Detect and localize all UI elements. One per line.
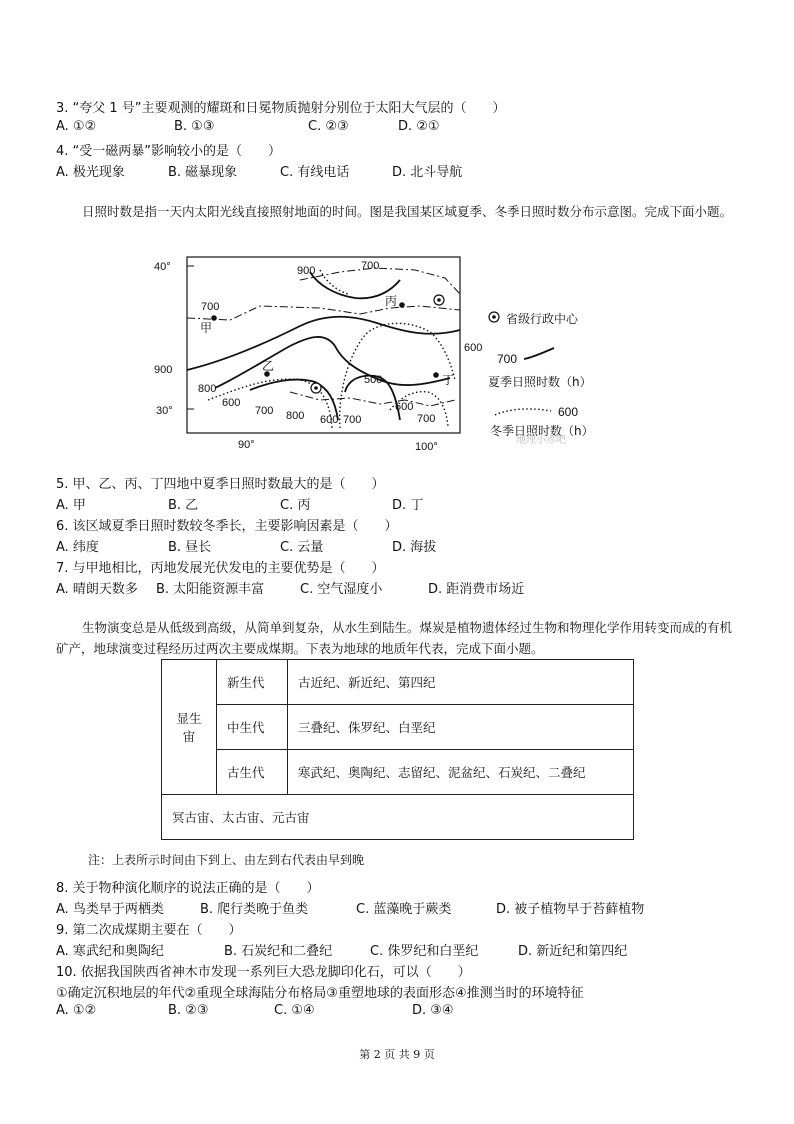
q7-stem: 7. 与甲地相比，丙地发展光伏发电的主要优势是（ ） <box>56 561 385 576</box>
q9-stem: 9. 第二次成煤期主要在（ ） <box>56 923 242 938</box>
summer-isoline-800 <box>215 337 450 388</box>
q3-stem: 3. “夸父 1 号”主要观测的耀斑和日冕物质抛射分别位于太阳大气层的（ ） <box>56 101 506 116</box>
q5-options <box>56 494 696 512</box>
place-label-ding: 丁 <box>442 373 455 387</box>
q6-option-b: B. 昼长 <box>168 540 212 555</box>
contour-label: 700 <box>201 301 220 313</box>
place-label-jia: 甲 <box>200 321 213 335</box>
q7-option-d: D. 距消费市场近 <box>428 582 525 597</box>
legend-winter-value: 600 <box>558 405 579 419</box>
periods-cell: 三叠纪、侏罗纪、白垩纪 <box>288 705 634 750</box>
contour-label: 600 <box>395 401 414 413</box>
contour-label: 600 <box>320 414 339 426</box>
q4-options <box>56 161 696 179</box>
page-footer: 第 2 页 共 9 页 <box>359 1048 435 1061</box>
q9-option-c: C. 侏罗纪和白垩纪 <box>370 944 479 959</box>
q8-options <box>56 898 696 916</box>
winter-line-legend-icon <box>493 403 555 419</box>
q10-option-d: D. ③④ <box>412 1003 454 1018</box>
contour-label: 700 <box>361 260 380 272</box>
eon-cell: 显生宙 <box>162 660 217 795</box>
table-row <box>162 795 634 840</box>
point-ding-dot <box>433 372 439 378</box>
q5-option-a: A. 甲 <box>56 498 86 513</box>
lat-label-40: 40° <box>154 261 171 273</box>
table-row <box>162 660 634 705</box>
q4-option-d: D. 北斗导航 <box>392 165 463 180</box>
q4-option-c: C. 有线电话 <box>280 165 350 180</box>
contour-label: 500 <box>364 374 383 386</box>
contour-label: 600 <box>464 342 483 354</box>
summer-line-legend-icon <box>522 345 558 363</box>
lat-label-30: 30° <box>156 405 173 417</box>
lon-label-100: 100° <box>415 441 438 453</box>
q7-options <box>56 578 696 596</box>
q3-option-d: D. ②① <box>398 119 440 134</box>
era-cell: 新生代 <box>217 660 288 705</box>
q4-stem: 4. “受一磁两暴”影响较小的是（ ） <box>56 144 282 159</box>
precambrian-cell: 冥古宙、太古宙、元古宙 <box>162 795 634 840</box>
q10-option-b: B. ②③ <box>168 1003 209 1018</box>
q10-option-c: C. ①④ <box>274 1003 315 1018</box>
lon-label-90: 90° <box>238 439 255 451</box>
capital-dot-2 <box>314 386 318 390</box>
q9-option-d: D. 新近纪和第四纪 <box>518 944 628 959</box>
q6-stem: 6. 该区域夏季日照时数较冬季长，主要影响因素是（ ） <box>56 519 398 534</box>
legend-summer-label: 夏季日照时数（h） <box>488 375 592 389</box>
q9-option-a: A. 寒武纪和奥陶纪 <box>56 944 164 959</box>
contour-label: 700 <box>343 414 362 426</box>
capital-legend-icon <box>486 309 502 325</box>
q6-option-c: C. 云量 <box>280 540 324 555</box>
q6-options <box>56 536 696 554</box>
boundary-north <box>300 268 460 294</box>
q8-option-d: D. 被子植物早于苔藓植物 <box>496 902 645 917</box>
q3-options <box>56 119 696 137</box>
q5-option-c: C. 丙 <box>280 498 311 513</box>
q10-options <box>56 1003 696 1021</box>
lat-label-900: 900 <box>154 364 173 376</box>
q10-option-a: A. ①② <box>56 1003 97 1018</box>
q4-option-a: A. 极光现象 <box>56 165 125 180</box>
q9-option-b: B. 石炭纪和二叠纪 <box>224 944 333 959</box>
periods-cell: 古近纪、新近纪、第四纪 <box>288 660 634 705</box>
q7-option-b: B. 太阳能资源丰富 <box>156 582 265 597</box>
q5-stem: 5. 甲、乙、丙、丁四地中夏季日照时数最大的是（ ） <box>56 477 385 492</box>
q6-option-d: D. 海拔 <box>392 540 437 555</box>
contour-label: 700 <box>417 413 436 425</box>
era-cell: 中生代 <box>217 705 288 750</box>
q3-option-a: A. ①② <box>56 119 97 134</box>
contour-label: 700 <box>255 405 274 417</box>
legend-summer-value: 700 <box>497 352 518 366</box>
q7-option-a: A. 晴朗天数多 <box>56 582 138 597</box>
place-label-yi: 乙 <box>262 359 275 373</box>
contour-label: 800 <box>198 383 217 395</box>
q8-option-b: B. 爬行类晚于鱼类 <box>200 902 309 917</box>
q8-stem: 8. 关于物种演化顺序的说法正确的是（ ） <box>56 881 320 896</box>
place-label-bing: 丙 <box>385 294 398 308</box>
contour-label: 800 <box>286 410 305 422</box>
legend-winter-label: 冬季日照时数（h） <box>490 424 594 438</box>
summer-isoline-900 <box>187 317 460 370</box>
contour-label: 600 <box>222 397 241 409</box>
q9-options <box>56 940 696 958</box>
q3-option-c: C. ②③ <box>308 119 349 134</box>
table-note: 注：上表所示时间由下到上、由左到右代表由早到晚 <box>88 853 365 867</box>
table-row <box>162 705 634 750</box>
legend-capital-label: 省级行政中心 <box>506 312 579 326</box>
intro-paragraph-sunshine: 日照时数是指一天内太阳光线直接照射地面的时间。图是我国某区域夏季、冬季日照时数分布示意图。完成下面小题。 <box>82 204 733 219</box>
q10-statements: ①确定沉积地层的年代②重现全球海陆分布格局③重塑地球的表面形态④推测当时的环境特征 <box>56 986 584 1001</box>
q5-option-d: D. 丁 <box>392 498 424 513</box>
q3-option-b: B. ①③ <box>174 119 215 134</box>
boundary-south <box>290 392 455 406</box>
point-jia-dot <box>211 315 217 321</box>
q8-option-a: A. 鸟类早于两栖类 <box>56 902 164 917</box>
era-cell: 古生代 <box>217 750 288 795</box>
sunshine-map <box>150 250 483 453</box>
intro-paragraph-geology: 生物演变总是从低级到高级，从简单到复杂，从水生到陆生。煤炭是植物遗体经过生物和物理化学作用转变而成的有机矿产，地球演变过程经历过两次主要成煤期。下表为地球的地质年代表，完成下面小题。 <box>56 620 733 656</box>
q4-option-b: B. 磁暴现象 <box>168 165 238 180</box>
q10-stem: 10. 依据我国陕西省神木市发现一系列巨大恐龙脚印化石，可以（ ） <box>56 965 471 980</box>
periods-cell: 寒武纪、奥陶纪、志留纪、泥盆纪、石炭纪、二叠纪 <box>288 750 634 795</box>
q8-option-c: C. 蓝藻晚于蕨类 <box>356 902 452 917</box>
point-bing-dot <box>399 302 405 308</box>
geologic-time-table <box>161 659 634 840</box>
watermark: 地理小赤吧 <box>516 435 566 446</box>
capital-dot-1 <box>437 298 441 302</box>
q7-option-c: C. 空气湿度小 <box>300 582 383 597</box>
table-row <box>162 750 634 795</box>
contour-label: 900 <box>297 265 316 277</box>
q5-option-b: B. 乙 <box>168 498 199 513</box>
q6-option-a: A. 纬度 <box>56 540 99 555</box>
